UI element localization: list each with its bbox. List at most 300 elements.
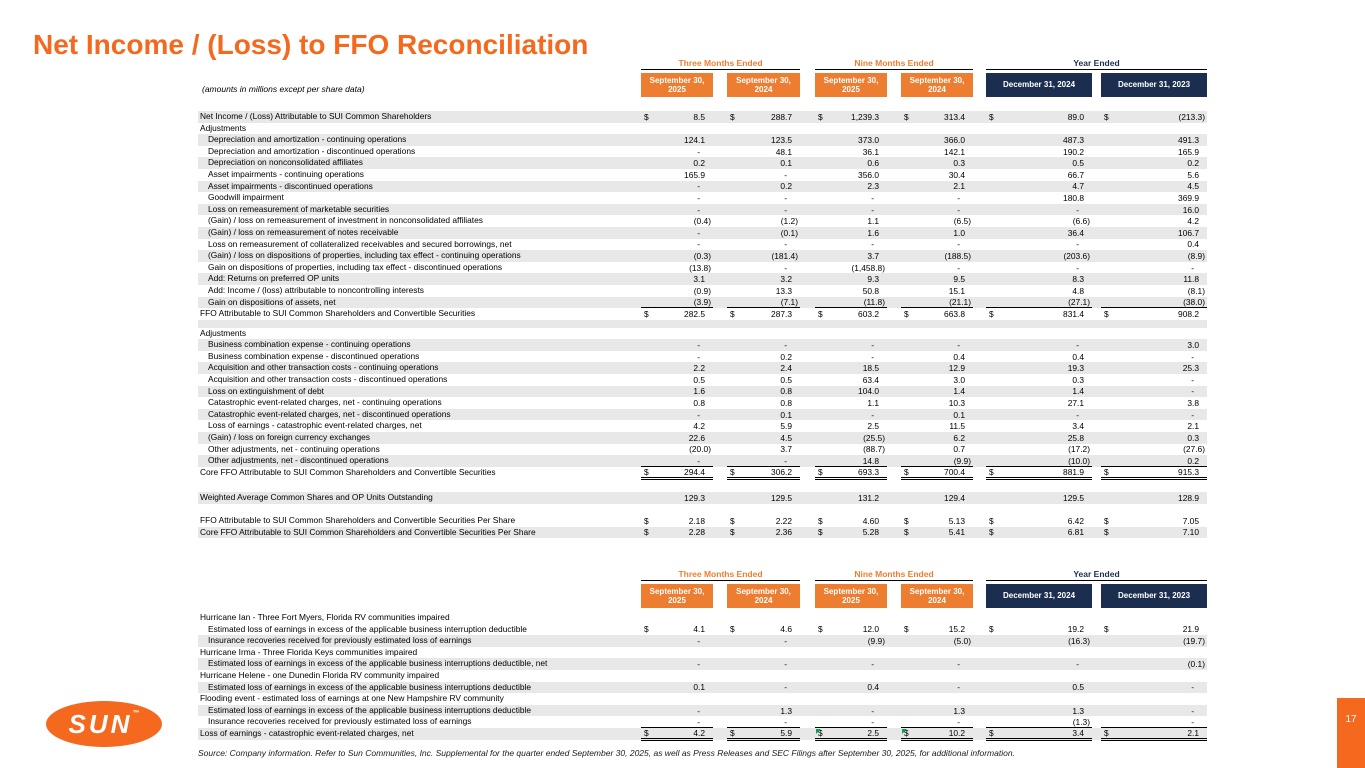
- table-row: [198, 409, 1207, 421]
- value-cell: [1101, 492, 1207, 504]
- cell-value: 180.8: [1063, 192, 1084, 203]
- cell-value: (5.0): [953, 635, 971, 646]
- value-cell: [1101, 250, 1207, 262]
- row-label: Loss of earnings - catastrophic event-related charges, net: [208, 420, 422, 431]
- cell-value: 3.7: [780, 444, 792, 455]
- column-header-row: [198, 584, 1207, 608]
- cell-value: (25.5): [863, 432, 885, 443]
- column-group-label: Nine Months Ended: [815, 58, 973, 70]
- value-cell: [901, 134, 973, 146]
- cell-value: -: [1191, 682, 1194, 693]
- cell-value: 1.3: [780, 705, 792, 716]
- cell-value: 0.3: [953, 158, 965, 169]
- cell-value: 9.5: [953, 274, 965, 285]
- cell-value: 0.5: [780, 374, 792, 385]
- cell-value: 129.4: [944, 493, 965, 504]
- dollar-sign: $: [818, 466, 823, 477]
- value-cell: [641, 169, 713, 181]
- row-label: Adjustments: [200, 327, 247, 338]
- dollar-sign: $: [644, 111, 649, 122]
- dollar-sign: $: [818, 308, 823, 319]
- cell-value: 1.1: [867, 398, 879, 409]
- value-cell: [1101, 362, 1207, 374]
- table-row: [198, 192, 1207, 204]
- value-cell: [1101, 308, 1207, 320]
- value-cell: [641, 728, 713, 741]
- cell-value: 3.0: [1187, 340, 1199, 351]
- value-cell: [901, 515, 973, 527]
- value-cell: [727, 515, 800, 527]
- cell-value: (20.0): [689, 444, 711, 455]
- cell-value: 21.9: [1182, 624, 1199, 635]
- value-cell: [901, 682, 973, 694]
- cell-value: (203.6): [1063, 250, 1090, 261]
- cell-value: 2.28: [688, 527, 705, 538]
- cell-value: -: [697, 146, 700, 157]
- value-cell: [815, 273, 887, 285]
- value-cell: [986, 682, 1092, 694]
- cell-value: -: [1191, 374, 1194, 385]
- value-cell: [986, 181, 1092, 193]
- cell-value: 5.41: [948, 527, 965, 538]
- value-cell: [727, 181, 800, 193]
- value-cell: [727, 527, 800, 539]
- value-cell: [815, 181, 887, 193]
- value-cell: [1101, 204, 1207, 216]
- value-cell: [986, 239, 1092, 251]
- value-cell: [815, 515, 887, 527]
- value-cell: [727, 397, 800, 409]
- cell-value: 0.5: [1072, 158, 1084, 169]
- value-cell: [641, 111, 713, 123]
- column-group-label: Nine Months Ended: [815, 569, 973, 581]
- table-row: [198, 716, 1207, 728]
- table-row: [198, 227, 1207, 239]
- value-cell: [986, 308, 1092, 320]
- cell-value: 3.7: [867, 250, 879, 261]
- value-cell: [815, 146, 887, 158]
- row-label: FFO Attributable to SUI Common Shareholders and Convertible Securities: [200, 308, 476, 319]
- dollar-sign: $: [904, 727, 909, 738]
- value-cell: [641, 492, 713, 504]
- cell-value: (10.0): [1068, 455, 1090, 466]
- value-cell: [641, 351, 713, 363]
- value-cell: [815, 492, 887, 504]
- cell-value: 313.4: [944, 111, 965, 122]
- cell-value: (1,458.8): [851, 262, 885, 273]
- cell-value: -: [957, 204, 960, 215]
- cell-value: 2.4: [780, 363, 792, 374]
- value-cell: [727, 374, 800, 386]
- value-cell: [641, 658, 713, 670]
- cell-value: -: [1191, 409, 1194, 420]
- value-cell: [901, 262, 973, 274]
- row-label: Net Income / (Loss) Attributable to SUI Common Shareholders: [200, 111, 432, 121]
- value-cell: [727, 215, 800, 227]
- value-cell: [986, 635, 1092, 647]
- table-row: [198, 635, 1207, 647]
- table-row: [198, 397, 1207, 409]
- value-cell: [986, 146, 1092, 158]
- cell-value: 165.9: [1178, 146, 1199, 157]
- value-cell: [986, 432, 1092, 444]
- value-cell: [986, 297, 1092, 309]
- value-cell: [641, 308, 713, 320]
- cell-value: 9.3: [867, 274, 879, 285]
- row-label: Depreciation and amortization - continuing operations: [208, 134, 407, 145]
- value-cell: [1101, 339, 1207, 351]
- cell-value: 366.0: [944, 134, 965, 145]
- cell-value: 3.8: [1187, 398, 1199, 409]
- value-cell: [1101, 444, 1207, 456]
- dollar-sign: $: [644, 727, 649, 738]
- value-cell: [986, 362, 1092, 374]
- dollar-sign: $: [818, 527, 823, 538]
- row-label: Add: Income / (loss) attributable to noncontrolling interests: [208, 284, 424, 295]
- cell-value: 0.5: [693, 374, 705, 385]
- value-cell: [901, 658, 973, 670]
- value-cell: [815, 444, 887, 456]
- cell-value: 1.6: [693, 386, 705, 397]
- cell-value: -: [871, 409, 874, 420]
- row-label: Estimated loss of earnings in excess of the applicable business interruptions deductible: [208, 704, 532, 715]
- row-label: Loss of earnings - catastrophic event-related charges, net: [200, 727, 414, 738]
- cell-value: 0.8: [780, 398, 792, 409]
- cell-value: 2.36: [775, 527, 792, 538]
- value-cell: [1101, 285, 1207, 297]
- row-label: Asset impairments - continuing operations: [208, 168, 364, 179]
- value-cell: [986, 204, 1092, 216]
- value-cell: [641, 134, 713, 146]
- cell-value: 3.0: [953, 374, 965, 385]
- value-cell: [1101, 111, 1207, 123]
- value-cell: [1101, 374, 1207, 386]
- cell-value: 693.3: [858, 466, 879, 477]
- cell-value: -: [871, 659, 874, 670]
- cell-value: 0.1: [693, 682, 705, 693]
- cell-value: 27.1: [1067, 398, 1084, 409]
- dollar-sign: $: [1104, 515, 1109, 526]
- cell-value: 10.3: [948, 398, 965, 409]
- cell-value: -: [697, 340, 700, 351]
- value-cell: [815, 374, 887, 386]
- value-cell: [727, 682, 800, 694]
- cell-value: 89.0: [1067, 111, 1084, 122]
- table-row: [198, 204, 1207, 216]
- cell-value: -: [871, 705, 874, 716]
- cell-value: -: [957, 192, 960, 203]
- dollar-sign: $: [989, 527, 994, 538]
- row-label: Acquisition and other transaction costs - continuing operations: [208, 362, 439, 373]
- value-cell: [727, 204, 800, 216]
- value-cell: [986, 215, 1092, 227]
- value-cell: [641, 204, 713, 216]
- value-cell: [727, 728, 800, 741]
- value-cell: [641, 682, 713, 694]
- value-cell: [901, 362, 973, 374]
- cell-value: 129.5: [771, 493, 792, 504]
- cell-value: (9.9): [867, 635, 885, 646]
- row-label: Acquisition and other transaction costs - discontinued operations: [208, 374, 448, 385]
- row-label: Estimated loss of earnings in excess of the applicable business interruptions deductible: [208, 681, 532, 692]
- table-row: [198, 181, 1207, 193]
- value-cell: [727, 169, 800, 181]
- cell-value: 663.8: [944, 308, 965, 319]
- value-cell: [986, 624, 1092, 636]
- column-header: September 30, 2024: [901, 73, 973, 97]
- cell-value: -: [784, 192, 787, 203]
- value-cell: [986, 157, 1092, 169]
- cell-value: 908.2: [1178, 308, 1199, 319]
- table-row: [198, 647, 1207, 659]
- value-cell: [901, 204, 973, 216]
- cell-value: 8.3: [1072, 274, 1084, 285]
- value-cell: [641, 227, 713, 239]
- cell-value: 128.9: [1178, 493, 1199, 504]
- cell-value: 15.2: [948, 624, 965, 635]
- value-cell: [727, 308, 800, 320]
- cell-value: -: [784, 659, 787, 670]
- value-cell: [986, 386, 1092, 398]
- dollar-sign: $: [818, 624, 823, 635]
- value-cell: [641, 635, 713, 647]
- value-cell: [727, 624, 800, 636]
- row-label: Goodwill impairment: [208, 192, 284, 203]
- cell-value: -: [697, 239, 700, 250]
- cell-value: (0.1): [1187, 659, 1205, 670]
- value-cell: [641, 455, 713, 467]
- cell-value: 3.4: [1072, 421, 1084, 432]
- dollar-sign: $: [730, 515, 735, 526]
- row-label: FFO Attributable to SUI Common Shareholders and Convertible Securities Per Share: [200, 515, 516, 525]
- value-cell: [727, 351, 800, 363]
- value-cell: [986, 716, 1092, 728]
- ffo-reconciliation-table: [198, 57, 1207, 538]
- value-cell: [727, 262, 800, 274]
- cell-value: 1.1: [867, 216, 879, 227]
- cell-value: 3.2: [780, 274, 792, 285]
- dollar-sign: $: [730, 527, 735, 538]
- value-cell: [986, 420, 1092, 432]
- table-row: [198, 250, 1207, 262]
- cell-value: 18.5: [862, 363, 879, 374]
- value-cell: [1101, 351, 1207, 363]
- cell-value: 288.7: [771, 111, 792, 122]
- cell-value: (9.9): [953, 455, 971, 466]
- table-row: [198, 492, 1207, 504]
- cell-value: 881.9: [1063, 466, 1084, 477]
- cell-value: 4.5: [780, 432, 792, 443]
- value-cell: [1101, 215, 1207, 227]
- cell-value: 7.10: [1182, 527, 1199, 538]
- cell-value: (27.6): [1183, 444, 1205, 455]
- value-cell: [641, 362, 713, 374]
- table-row: [198, 297, 1207, 309]
- cell-value: (6.6): [1072, 216, 1090, 227]
- value-cell: [815, 262, 887, 274]
- value-cell: [815, 527, 887, 539]
- row-label: (Gain) / loss on dispositions of properties, including tax effect - continuing operations: [208, 250, 521, 261]
- row-label: Hurricane Ian - Three Fort Myers, Florida RV communities impaired: [200, 612, 450, 622]
- value-cell: [641, 515, 713, 527]
- table-row: [198, 285, 1207, 297]
- cell-value: (0.1): [780, 227, 798, 238]
- value-cell: [1101, 658, 1207, 670]
- row-label: Flooding event - estimated loss of earnings at one New Hampshire RV community: [200, 693, 504, 704]
- table1-rows: [198, 111, 1207, 538]
- value-cell: [641, 262, 713, 274]
- dollar-sign: $: [989, 624, 994, 635]
- cell-value: -: [784, 716, 787, 727]
- column-header: September 30, 2025: [815, 73, 887, 97]
- column-group-label: Year Ended: [986, 58, 1207, 70]
- value-cell: [815, 728, 887, 741]
- row-label: Estimated loss of earnings in excess of the applicable business interruption deductible: [208, 623, 527, 634]
- value-cell: [901, 351, 973, 363]
- value-cell: [986, 111, 1092, 123]
- value-cell: [1101, 455, 1207, 467]
- value-cell: [727, 362, 800, 374]
- cell-value: 1.6: [867, 227, 879, 238]
- row-label: Core FFO Attributable to SUI Common Shareholders and Convertible Securities Per Share: [200, 526, 536, 537]
- cell-value: -: [871, 192, 874, 203]
- cell-value: 4.2: [693, 421, 705, 432]
- cell-value: -: [957, 659, 960, 670]
- table-row: [198, 351, 1207, 363]
- value-cell: [1101, 239, 1207, 251]
- value-cell: [641, 467, 713, 480]
- dollar-sign: $: [730, 466, 735, 477]
- value-cell: [727, 111, 800, 123]
- value-cell: [815, 624, 887, 636]
- cell-value: 5.13: [948, 515, 965, 526]
- cell-value: 306.2: [771, 466, 792, 477]
- table-row: [198, 670, 1207, 682]
- row-label: Business combination expense - continuing operations: [208, 339, 411, 350]
- dollar-sign: $: [818, 727, 823, 738]
- cell-value: -: [784, 239, 787, 250]
- value-cell: [901, 409, 973, 421]
- value-cell: [727, 157, 800, 169]
- cell-value: 356.0: [858, 169, 879, 180]
- cell-value: -: [697, 716, 700, 727]
- row-label: Loss on remeasurement of marketable securities: [208, 203, 390, 214]
- value-cell: [901, 635, 973, 647]
- value-cell: [727, 386, 800, 398]
- value-cell: [901, 527, 973, 539]
- cell-value: -: [697, 351, 700, 362]
- cell-value: 487.3: [1063, 134, 1084, 145]
- cell-value: 2.2: [693, 363, 705, 374]
- dollar-sign: $: [1104, 527, 1109, 538]
- table-row: [198, 273, 1207, 285]
- value-cell: [641, 444, 713, 456]
- cell-value: 3.1: [693, 274, 705, 285]
- cell-value: 2.3: [867, 181, 879, 192]
- value-cell: [641, 409, 713, 421]
- cell-value: -: [697, 659, 700, 670]
- value-cell: [727, 635, 800, 647]
- cell-value: 106.7: [1178, 227, 1199, 238]
- cell-value: 0.2: [1187, 455, 1199, 466]
- value-cell: [1101, 386, 1207, 398]
- value-cell: [815, 682, 887, 694]
- row-label: Gain on dispositions of properties, including tax effect - discontinued operations: [208, 261, 503, 272]
- dollar-sign: $: [989, 515, 994, 526]
- cell-value: 165.9: [684, 169, 705, 180]
- cell-value: 15.1: [948, 285, 965, 296]
- cell-value: -: [697, 181, 700, 192]
- cell-value: 0.6: [867, 158, 879, 169]
- dollar-sign: $: [644, 466, 649, 477]
- cell-value: (213.3): [1178, 111, 1205, 122]
- cell-value: (0.3): [693, 250, 711, 261]
- value-cell: [815, 285, 887, 297]
- table2-rows: [198, 612, 1207, 740]
- cell-value: 0.8: [780, 386, 792, 397]
- cell-value: 4.6: [780, 624, 792, 635]
- column-group-label: Three Months Ended: [641, 569, 800, 581]
- row-label: Other adjustments, net - discontinued operations: [208, 455, 389, 466]
- cell-value: 4.7: [1072, 181, 1084, 192]
- cell-value: (8.9): [1187, 250, 1205, 261]
- value-cell: [901, 492, 973, 504]
- cell-value: -: [871, 716, 874, 727]
- cell-value: 10.2: [948, 727, 965, 738]
- value-cell: [986, 705, 1092, 717]
- value-cell: [815, 409, 887, 421]
- value-cell: [901, 397, 973, 409]
- value-cell: [815, 386, 887, 398]
- value-cell: [815, 215, 887, 227]
- cell-value: 4.2: [1187, 216, 1199, 227]
- value-cell: [1101, 297, 1207, 309]
- cell-value: 12.0: [862, 624, 879, 635]
- cell-value: -: [1191, 705, 1194, 716]
- cell-value: -: [871, 351, 874, 362]
- cell-value: -: [957, 239, 960, 250]
- value-cell: [815, 169, 887, 181]
- cell-value: -: [1076, 340, 1079, 351]
- cell-value: (38.0): [1183, 296, 1205, 307]
- cell-value: -: [784, 682, 787, 693]
- value-cell: [727, 705, 800, 717]
- column-header: December 31, 2024: [986, 73, 1092, 97]
- cell-value: (19.7): [1183, 635, 1205, 646]
- cell-value: -: [784, 262, 787, 273]
- value-cell: [901, 285, 973, 297]
- cell-value: 0.3: [1072, 374, 1084, 385]
- cell-value: 0.4: [1187, 239, 1199, 250]
- value-cell: [727, 716, 800, 728]
- column-group-row: [198, 568, 1207, 581]
- cell-value: 5.9: [780, 727, 792, 738]
- value-cell: [727, 285, 800, 297]
- dollar-sign: $: [818, 515, 823, 526]
- cell-value: -: [1191, 351, 1194, 362]
- value-cell: [815, 432, 887, 444]
- table-row: [198, 658, 1207, 670]
- cell-value: 104.0: [858, 386, 879, 397]
- cell-value: 0.4: [867, 682, 879, 693]
- value-cell: [641, 297, 713, 309]
- cell-value: 1,239.3: [851, 111, 879, 122]
- dollar-sign: $: [989, 727, 994, 738]
- row-label: Hurricane Irma - Three Florida Keys communities impaired: [200, 646, 418, 657]
- value-cell: [1101, 192, 1207, 204]
- value-cell: [986, 658, 1092, 670]
- value-cell: [727, 273, 800, 285]
